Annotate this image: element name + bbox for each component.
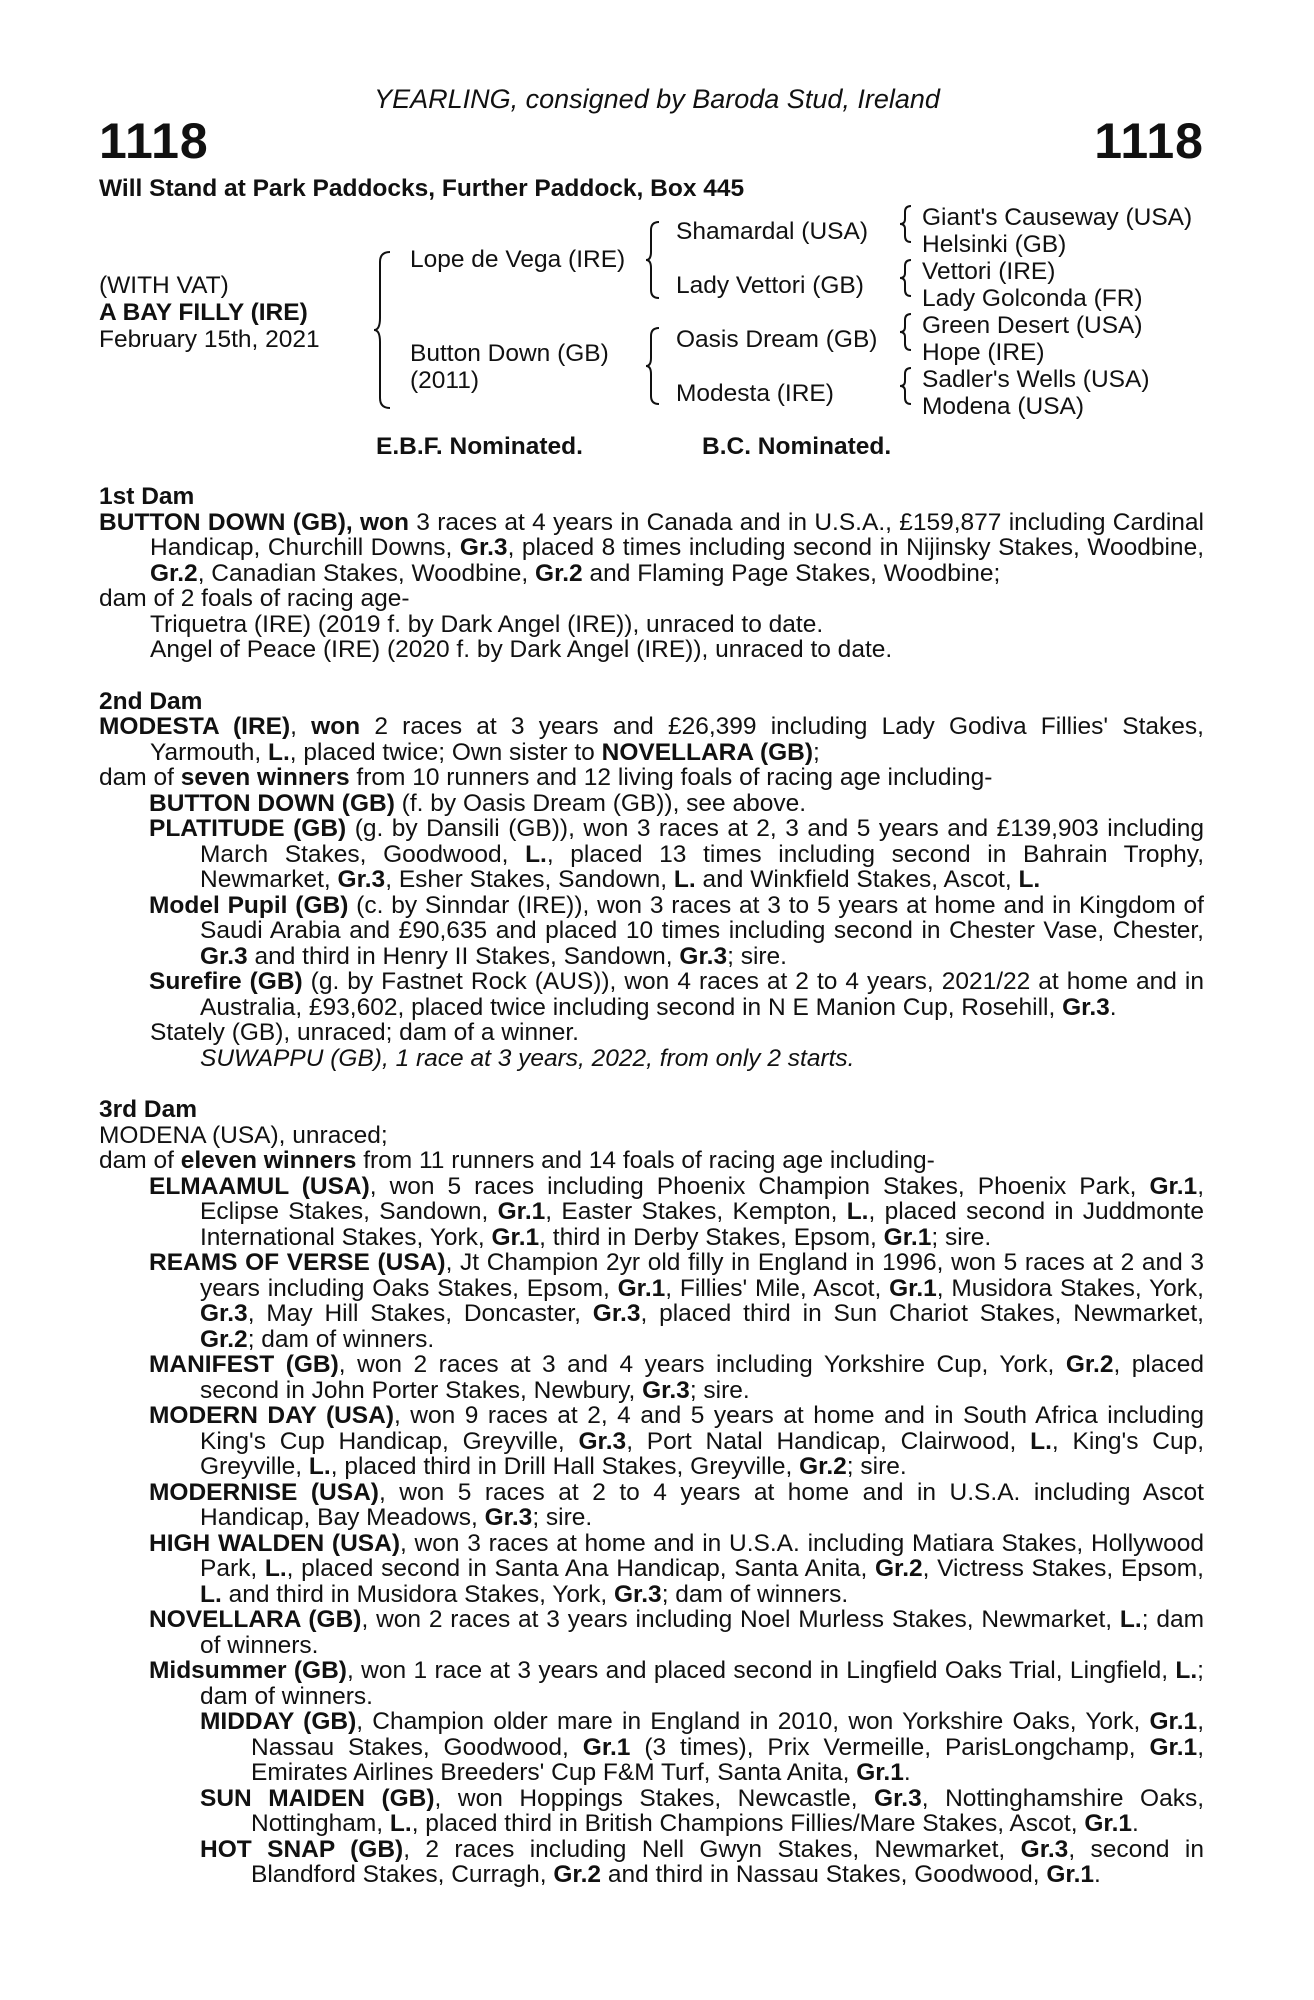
brace-g12	[898, 204, 914, 244]
produce-entry: MODERNISE (USA), won 5 races at 2 to 4 years at home and in U.S.A. including Ascot Handicap, Bay Meadows, Gr.3; sire.	[149, 1478, 1204, 1531]
second-dam-heading: 2nd Dam	[99, 687, 203, 715]
brace-sire	[644, 220, 662, 300]
grandproduce-entry: SUN MAIDEN (GB), won Hoppings Stakes, Newcastle, Gr.3, Nottinghamshire Oaks, Nottingham, L., placed third in British Champions Fillies/Mare Stakes, Ascot, Gr.1.	[200, 1784, 1205, 1837]
grandsire-7: Sadler's Wells (USA)	[922, 366, 1150, 393]
second-dam-record: MODESTA (IRE), won 2 races at 3 years and £26,399 including Lady Godiva Fillies' Stakes, Yarmouth, L., placed twice; Own sister to NOVELLARA (GB);	[99, 713, 1204, 766]
sire-sire: Shamardal (USA)	[676, 218, 868, 245]
produce-entry: MANIFEST (GB), won 2 races at 3 and 4 years including Yorkshire Cup, York, Gr.2, placed second in John Porter Stakes, Newbury, Gr.3; sire.	[149, 1351, 1205, 1404]
sire: Lope de Vega (IRE)	[410, 246, 626, 273]
second-dam-produce-summary: dam of seven winners from 10 runners and 12 living foals of racing age including-	[99, 764, 993, 791]
horse-name: A BAY FILLY (IRE)	[99, 299, 308, 326]
brace-g56	[898, 312, 914, 352]
produce-entry: Surefire (GB) (g. by Fastnet Rock (AUS)), won 4 races at 2 to 4 years, 2021/22 at home and in Australia, £93,602, placed twice including second in N E Manion Cup, Rosehill, Gr.3.	[149, 968, 1204, 1021]
grandproduce-entry: HOT SNAP (GB), 2 races including Nell Gwyn Stakes, Newmarket, Gr.3, second in Blandford Stakes, Curragh, Gr.2 and third in Nassau Stakes, Goodwood, Gr.1.	[200, 1835, 1204, 1888]
brace-subject	[372, 250, 394, 410]
dam-year: (2011)	[410, 367, 480, 394]
pedigree-notes	[99, 484, 1204, 1888]
dam: Button Down (GB)	[410, 340, 609, 367]
produce-entry: MODERN DAY (USA), won 9 races at 2, 4 and 5 years at home and in South Africa including King's Cup Handicap, Greyville, Gr.3, Port Natal Handicap, Clairwood, L., King's Cup, Greyville, L., placed third in Drill Hall Stakes, Greyville, Gr.2; sire.	[149, 1402, 1205, 1480]
ebf-nominated: E.B.F. Nominated.	[376, 433, 583, 460]
foal-2: Angel of Peace (IRE) (2020 f. by Dark Angel (IRE)), unraced to date.	[150, 636, 893, 663]
granddam-4: Lady Golconda (FR)	[922, 285, 1143, 312]
grandsire-1: Giant's Causeway (USA)	[922, 204, 1193, 231]
produce-entry-suwappu: SUWAPPU (GB), 1 race at 3 years, 2022, from only 2 starts.	[200, 1044, 855, 1072]
produce-entry: PLATITUDE (GB) (g. by Dansili (GB)), won 3 races at 2, 3 and 5 years and £139,903 including March Stakes, Goodwood, L., placed 13 times including second in Bahrain Trophy, Newmarket, Gr.3, Esher Stakes, Sandown, L. and Winkfield Stakes, Ascot, L.	[149, 815, 1204, 893]
first-dam-produce-summary: dam of 2 foals of racing age-	[99, 585, 410, 612]
produce-entry-stately: Stately (GB), unraced; dam of a winner.	[150, 1019, 579, 1046]
granddam-2: Helsinki (GB)	[922, 231, 1067, 258]
produce-entry: ELMAAMUL (USA), won 5 races including Phoenix Champion Stakes, Phoenix Park, Gr.1, Eclipse Stakes, Sandown, Gr.1, Easter Stakes, Kempton, L., placed second in Juddmonte International Stakes, York, Gr.1, third in Derby Stakes, Epsom, Gr.1; sire.	[149, 1172, 1204, 1251]
grandsire-5: Green Desert (USA)	[922, 312, 1143, 339]
first-dam-record: BUTTON DOWN (GB), won 3 races at 4 years in Canada and in U.S.A., £159,877 including Cardinal Handicap, Churchill Downs, Gr.3, placed 8 times including second in Nijinsky Stakes, Woodbine, Gr.2, Canadian Stakes, Woodbine, Gr.2 and Flaming Page Stakes, Woodbine;	[99, 508, 1204, 587]
third-dam-produce-summary: dam of eleven winners from 11 runners and 14 foals of racing age including-	[99, 1147, 935, 1174]
dam-dam: Modesta (IRE)	[676, 380, 834, 407]
third-dam-heading: 3rd Dam	[99, 1096, 198, 1123]
produce-entry: Midsummer (GB), won 1 race at 3 years and placed second in Lingfield Oaks Trial, Lingfield, L.; dam of winners.	[149, 1657, 1204, 1710]
produce-entry: Model Pupil (GB) (c. by Sinndar (IRE)), won 3 races at 3 to 5 years at home and in Kingdom of Saudi Arabia and £90,635 and placed 10 times including second in Chester Vase, Chester, Gr.3 and third in Henry II Stakes, Sandown, Gr.3; sire.	[149, 891, 1204, 970]
foal-1: Triquetra (IRE) (2019 f. by Dark Angel (IRE)), unraced to date.	[150, 610, 824, 638]
grandsire-3: Vettori (IRE)	[922, 258, 1056, 285]
grandproduce-entry: MIDDAY (GB), Champion older mare in England in 2010, won Yorkshire Oaks, York, Gr.1, Nassau Stakes, Goodwood, Gr.1 (3 times), Prix Vermeille, ParisLongchamp, Gr.1, Emirates Airlines Breeders' Cup F&M Turf, Santa Anita, Gr.1.	[200, 1708, 1204, 1786]
granddam-6: Hope (IRE)	[922, 339, 1045, 366]
first-dam-heading: 1st Dam	[99, 483, 195, 510]
lot-number-left: 1118	[99, 113, 209, 169]
produce-entry: HIGH WALDEN (USA), won 3 races at home and in U.S.A. including Matiara Stakes, Hollywood Park, L., placed second in Santa Ana Handicap, Santa Anita, Gr.2, Victress Stakes, Epsom, L. and third in Musidora Stakes, York, Gr.3; dam of winners.	[149, 1529, 1204, 1608]
brace-g34	[898, 258, 914, 298]
brace-g78	[898, 366, 914, 406]
dam-sire: Oasis Dream (GB)	[676, 326, 878, 353]
granddam-8: Modena (USA)	[922, 393, 1085, 420]
sire-dam: Lady Vettori (GB)	[676, 272, 864, 299]
foaling-date: February 15th, 2021	[99, 326, 320, 353]
lot-number-right: 1118	[1094, 113, 1204, 169]
vat-note: (WITH VAT)	[99, 272, 229, 299]
consignment-line: YEARLING, consigned by Baroda Stud, Ireland	[374, 84, 940, 114]
stand-location: Will Stand at Park Paddocks, Further Paddock, Box 445	[99, 175, 745, 202]
produce-entry: NOVELLARA (GB), won 2 races at 3 years including Noel Murless Stakes, Newmarket, L.; dam of winners.	[149, 1606, 1204, 1659]
produce-entry: REAMS OF VERSE (USA), Jt Champion 2yr old filly in England in 1996, won 5 races at 2 and 3 years including Oaks Stakes, Epsom, Gr.1, Fillies' Mile, Ascot, Gr.1, Musidora Stakes, York, Gr.3, May Hill Stakes, Doncaster, Gr.3, placed third in Sun Chariot Stakes, Newmarket, Gr.2; dam of winners.	[149, 1249, 1205, 1353]
produce-entry: BUTTON DOWN (GB) (f. by Oasis Dream (GB)), see above.	[149, 789, 807, 817]
bc-nominated: B.C. Nominated.	[702, 433, 892, 460]
third-dam-record: MODENA (USA), unraced;	[99, 1121, 388, 1149]
brace-dam	[644, 326, 662, 406]
